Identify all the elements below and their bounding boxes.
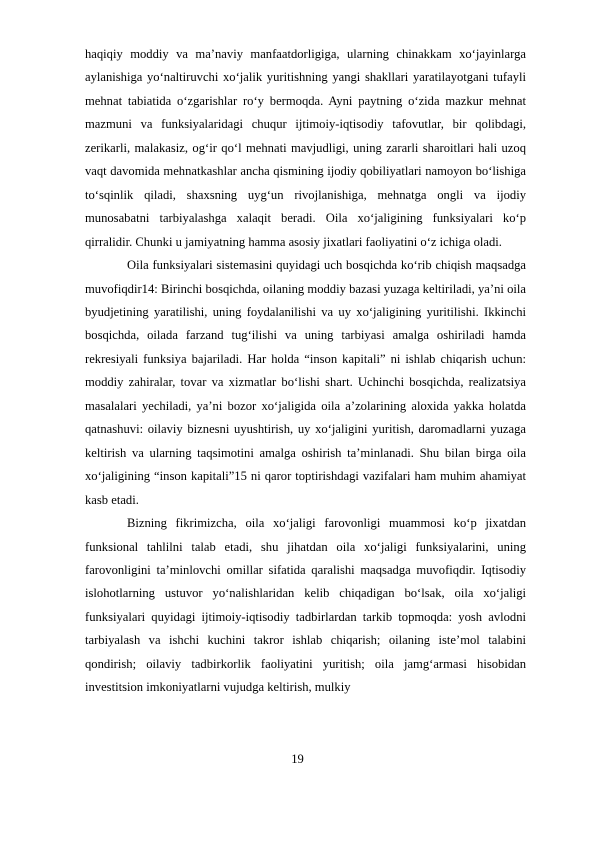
paragraph-3: Bizning fikrimizcha, oila xo‘jaligi farovonligi muammosi ko‘p jixatdan funksional tahlilni talab etadi, shu jihatdan oila xo‘jaligi funksiyalarini, uning farovonligini ta’minlovchi omillar sifatida qaralishi maqsadga muvofiqdir. Iqtisodiy islohotlarning ustuvor yo‘nalishlaridan kelib chiqadigan bo‘lsak, oila xo‘jaligi funksiyalari quyidagi ijtimoiy-iqtisodiy tadbirlardan tarkib topmoqda: yosh avlodni tarbiyalash va ishchi kuchini takror ishlab chiqarish; oilaning iste’mol talabini qondirish; oilaviy tadbirkorlik faoliyatini yuritish; oila jamg‘armasi hisobidan investitsion imkoniyatlarni vujudga keltirish, mulkiy <box>85 516 526 695</box>
paragraph-2: Oila funksiyalari sistemasini quyidagi uch bosqichda ko‘rib chiqish maqsadga muvofiqdir14: Birinchi bosqichda, oilaning moddiy bazasi yuzaga keltiriladi, ya’ni oila byudjetining yaratilishi, uning foydalanilishi va uy xo‘jaligining yuritilishi. Ikkinchi bosqichda, oilada farzand tug‘ilishi va uning tarbiyasi amalga oshiriladi hamda rekresiyali funksiya bajariladi. Har holda “inson kapitali” ni ishlab chiqarish uchun: moddiy zahiralar, tovar va xizmatlar bo‘lishi shart. Uchinchi bosqichda, realizatsiya masalalari yechiladi, ya’ni bozor xo‘jaligida oila a’zolarining aloxida yakka holatda qatnashuvi: oilaviy biznesni uyushtirish, uy xo‘jaligini yuritish, daromadlarni yuzaga keltirish va ularning taqsimotini amalga oshirish ta’minlanadi. Shu bilan birga oila xo‘jaligining “inson kapitali”15 ni qaror toptirishdagi vazifalari ham muhim ahamiyat kasb etadi. <box>85 258 526 507</box>
paragraph-1: haqiqiy moddiy va ma’naviy manfaatdorligiga, ularning chinakkam xo‘jayinlarga aylanishiga yo‘naltiruvchi xo‘jalik yuritishning yangi shakllari yaratilayotgani tufayli mehnat tabiatida o‘zgarishlar ro‘y bermoqda. Ayni paytning o‘zida mazkur mehnat mazmuni va funksiyalaridagi chuqur ijtimoiy-iqtisodiy tafovutlar, bir qolibdagi, zerikarli, malakasiz, og‘ir qo‘l mehnati mavjudligi, uning zararli sharoitlari hali uzoq vaqt davomida mehnatkashlar ancha qismining ijodiy qobiliyatlari namoyon bo‘lishiga to‘sqinlik qiladi, shaxsning uyg‘un rivojlanishiga, mehnatga ongli va ijodiy munosabatni tarbiyalashga xalaqit beradi. Oila xo‘jaligining funksiyalari ko‘p qirralidir. Chunki u jamiyatning hamma asosiy jixatlari faoliyatini o‘z ichiga oladi. <box>85 47 526 249</box>
page-number: 19 <box>291 752 304 766</box>
document-body <box>85 43 526 700</box>
